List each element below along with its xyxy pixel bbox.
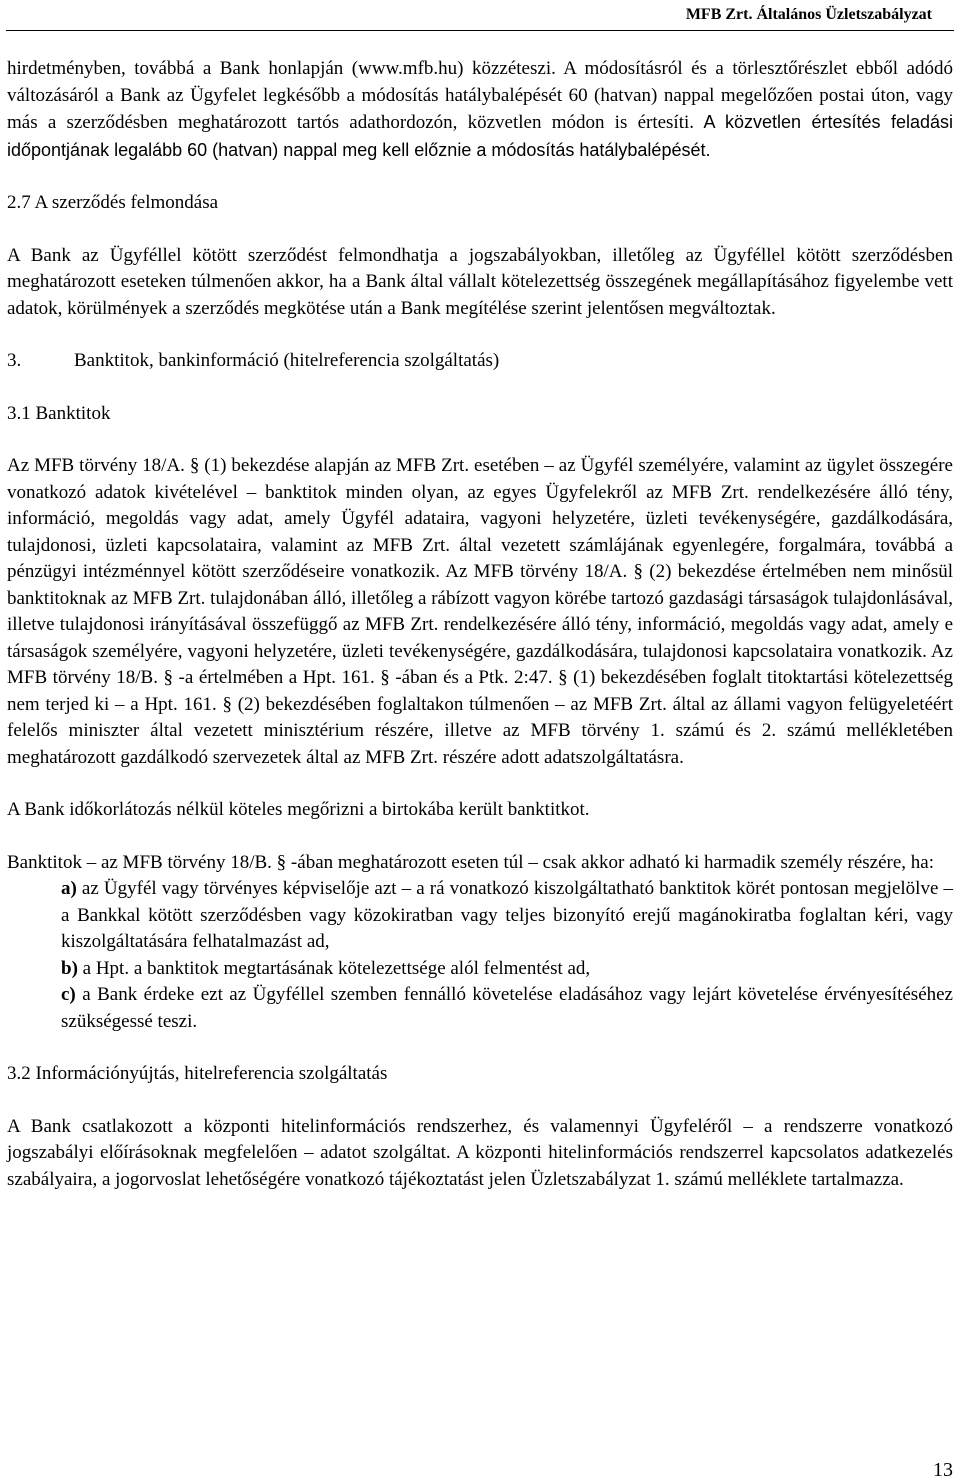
section-3-number: 3.	[7, 350, 22, 371]
section-2-7-paragraph: A Bank az Ügyféllel kötött szerződést felmondhatja a jogszabályokban, illetőleg az Ügyféllel kötött szerződésben meghatározott eseteken túlmenően akkor, ha a Bank által vállalt kötelezettség összegének megállapításához figyelembe vett adatok, körülmények a szerződés megkötése után a Bank megítélése szerint jelentősen megváltoztak.	[7, 244, 953, 319]
section-3-1-paragraph-2: A Bank időkorlátozás nélkül köteles megőrizni a birtokába került banktitkot.	[7, 799, 590, 820]
list-item-label: b)	[61, 957, 78, 979]
page-header-title: MFB Zrt. Általános Üzletszabályzat	[685, 6, 932, 23]
disclosure-conditions-list	[61, 876, 953, 1035]
section-3-2-heading: 3.2 Információnyújtás, hitelreferencia szolgáltatás	[7, 1063, 388, 1084]
intro-paragraph	[7, 56, 953, 164]
section-3-2-paragraph: A Bank csatlakozott a központi hitelinformációs rendszerhez, és valamennyi Ügyfeléről – a rendszerre vonatkozó jogszabályi előírásoknak megfelelően – adatot szolgáltat. A központi hitelinformációs rendszerrel kapcsolatos adatkezelés szabályaira, a jogorvoslat lehetőségére vonatkozó tájékoztatást jelen Üzletszabályzat 1. számú melléklete tartalmazza.	[7, 1115, 953, 1190]
header-divider	[6, 30, 954, 31]
section-3-heading	[7, 348, 953, 375]
list-item-text: a Hpt. a banktitok megtartásának kötelezettsége alól felmentést ad,	[77, 957, 591, 979]
list-item-text: az Ügyfél vagy törvényes képviselője azt – a rá vonatkozó kiszolgáltatható banktitok körét pontosan megjelölve – a Bankkal kötött szerződésben vagy közokiratban vagy teljes bizonyító erejű magánokiratba foglaltan kéri, vagy kiszolgáltatására felhatalmazást ad,	[61, 878, 953, 952]
list-item-label: a)	[61, 878, 77, 899]
section-3-1-heading: 3.1 Banktitok	[7, 402, 111, 424]
list-item	[61, 982, 953, 1035]
list-item	[61, 876, 953, 956]
section-3-1-paragraph-1: Az MFB törvény 18/A. § (1) bekezdése alapján az MFB Zrt. esetében – az Ügyfél személyére, valamint az ügylet összegére vonatkozó adatok kivételével – banktitok minden olyan, az egyes Ügyfelekről az MFB Zrt. rendelkezésére álló tény, információ, megoldás vagy adat, amely Ügyfél adataira, vagyoni helyzetére, üzleti tevékenységére, gazdálkodására, tulajdonosi, üzleti kapcsolataira, valamint az MFB Zrt. által vezetett számlájának egyenlegére, forgalmára, továbbá a pénzügyi intézménnyel kötött szerződéseire vonatkozik. Az MFB törvény 18/A. § (2) bekezdése értelmében nem minősül banktitoknak az MFB Zrt. tulajdonában álló, illetőleg a rábízott vagyon körébe tartozó gazdasági társaságok tulajdonlásával, illetve tulajdonosi irányításával összefüggő az MFB Zrt. rendelkezésére álló tény, információ, megoldás vagy adat, amely e társaságok személyére, vagyoni helyzetére, üzleti tevékenységére, gazdálkodására, tulajdonosi kapcsolataira vonatkozik. Az MFB törvény 18/B. § -a értelmében a Hpt. 161. § -ában és a Ptk. 2:47. § (1) bekezdésében foglalt titoktartási kötelezettség nem terjed ki – a Hpt. 161. § (2) bekezdésében foglaltakon túlmenően – az MFB Zrt. által az állami vagyon felügyeletéért felelős miniszter által vezetett minisztérium részére, illetve az MFB törvény 1. számú és 2. számú mellékletében meghatározott gazdálkodó szervezetek által az MFB Zrt. részére adott adatszolgáltatásra.	[7, 455, 954, 768]
document-body	[7, 56, 953, 1193]
list-item	[61, 956, 953, 983]
intro-text-serif: hirdetményben, továbbá a Bank honlapján (www.mfb.hu) közzéteszi. A módosításról és a törlesztőrészlet ebből adódó változásáról a Bank az Ügyfelet legkésőbb a módosítás hatálybalépését 60 (hatvan) nappal megelőzően postai úton, vagy más a szerződésben meghatározott tartós adathordozón, közvetlen módon is értesíti.	[7, 58, 953, 133]
intro-text-sans: A közvetlen értesítés feladási időpontjának legalább 60 (hatvan) nappal meg kell előznie a módosítás hatálybalépését.	[7, 112, 954, 160]
list-item-text: a Bank érdeke ezt az Ügyféllel szemben fennálló követelése eladásához vagy lejárt követelése érvényesítéséhez szükségessé teszi.	[61, 984, 953, 1032]
section-2-7-heading: 2.7 A szerződés felmondása	[7, 192, 219, 213]
section-3-1-paragraph-3: Banktitok – az MFB törvény 18/B. § -ában meghatározott eseten túl – csak akkor adható ki harmadik személy részére, ha:	[7, 851, 935, 873]
section-3-title: Banktitok, bankinformáció (hitelreferencia szolgáltatás)	[74, 350, 500, 371]
list-item-label: c)	[61, 984, 76, 1005]
page-number: 13	[933, 1459, 953, 1481]
